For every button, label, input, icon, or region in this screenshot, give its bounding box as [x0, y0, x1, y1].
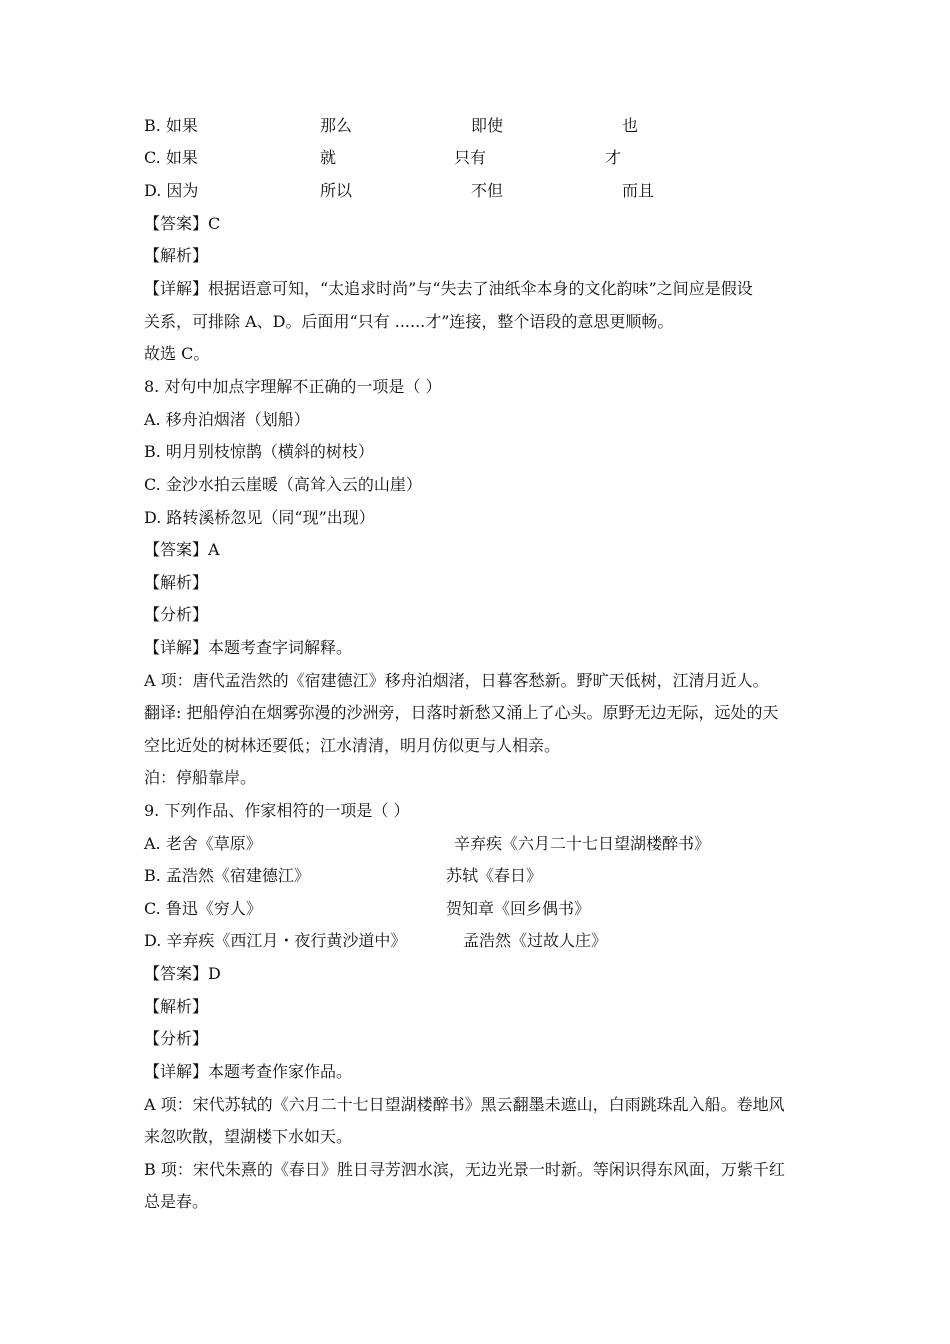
detail-paragraph-line: 来忽吹散，望湖楼下水如天。 — [144, 1127, 353, 1146]
detail-paragraph-line: 关系，可排除 A、D。后面用“只有 ......才”连接，整个语段的意思更顺畅。 — [144, 312, 674, 331]
option-text: 辛弃疾《六月二十七日望湖楼醉书》 — [454, 834, 711, 853]
option-text: 只有 — [454, 148, 487, 167]
option-row-q8-d: D. 路转溪桥忽见（同“现”出现） — [144, 508, 375, 527]
option-text: 所以 — [320, 181, 353, 200]
option-text: C. 鲁迅《穷人》 — [144, 899, 262, 918]
answer-label: 【答案】D — [144, 964, 221, 983]
conclusion-text: 故选 C。 — [144, 344, 210, 363]
detail-paragraph-line: A 项：唐代孟浩然的《宿建德江》移舟泊烟渚，日暮客愁新。野旷天低树，江清月近人。 — [144, 671, 769, 690]
detail-paragraph-line: 【详解】本题考查作家作品。 — [144, 1062, 353, 1081]
detail-paragraph-line: 【详解】本题考查字词解释。 — [144, 638, 353, 657]
option-text: 贺知章《回乡偶书》 — [446, 899, 591, 918]
fenxi-label: 【分析】 — [144, 605, 209, 624]
option-text: 才 — [605, 148, 622, 167]
option-text: 也 — [622, 116, 639, 135]
analysis-label: 【解析】 — [144, 573, 209, 592]
fenxi-label: 【分析】 — [144, 1029, 209, 1048]
analysis-label: 【解析】 — [144, 997, 209, 1016]
option-text: D. 因为 — [144, 181, 199, 200]
answer-label: 【答案】A — [144, 540, 220, 559]
analysis-label: 【解析】 — [144, 246, 209, 265]
detail-paragraph-line: 翻译: 把船停泊在烟雾弥漫的沙洲旁，日落时新愁又涌上了心头。原野无边无际，远处的天 — [144, 703, 779, 722]
question-title: 9. 下列作品、作家相符的一项是（ ） — [144, 801, 410, 820]
answer-label: 【答案】C — [144, 214, 221, 233]
option-row-q8-a: A. 移舟泊烟渚（划船） — [144, 410, 310, 429]
option-text: 孟浩然《过故人庄》 — [463, 931, 608, 950]
detail-paragraph-line: 总是春。 — [144, 1192, 209, 1211]
detail-paragraph-line: 空比近处的树林还要低；江水清清，明月仿似更与人相亲。 — [144, 736, 561, 755]
detail-paragraph-line: 泊：停船靠岸。 — [144, 768, 257, 787]
option-text: D. 辛弃疾《西江月・夜行黄沙道中》 — [144, 931, 407, 950]
option-text: B. 如果 — [144, 116, 198, 135]
detail-paragraph-line: 【详解】根据语意可知，“太追求时尚”与“失去了油纸伞本身的文化韵味”之间应是假设 — [144, 279, 753, 298]
option-row-q8-c: C. 金沙水拍云崖暖（高耸入云的山崖） — [144, 475, 422, 494]
option-text: 而且 — [622, 181, 655, 200]
option-text: 即使 — [471, 116, 504, 135]
option-row-q8-b: B. 明月别枝惊鹊（横斜的树枝） — [144, 442, 374, 461]
option-text: A. 老舍《草原》 — [144, 834, 262, 853]
question-title: 8. 对句中加点字理解不正确的一项是（ ） — [144, 377, 442, 396]
option-text: B. 孟浩然《宿建德江》 — [144, 866, 310, 885]
option-text: 苏轼《春日》 — [446, 866, 543, 885]
option-text: 就 — [320, 148, 337, 167]
option-text: C. 如果 — [144, 148, 198, 167]
option-text: 不但 — [471, 181, 504, 200]
detail-paragraph-line: A 项：宋代苏轼的《六月二十七日望湖楼醉书》黑云翻墨未遮山，白雨跳珠乱入船。卷地风 — [144, 1095, 785, 1114]
option-text: 那么 — [320, 116, 353, 135]
detail-paragraph-line: B 项：宋代朱熹的《春日》胜日寻芳泗水滨，无边光景一时新。等闲识得东风面，万紫千红 — [144, 1160, 785, 1179]
